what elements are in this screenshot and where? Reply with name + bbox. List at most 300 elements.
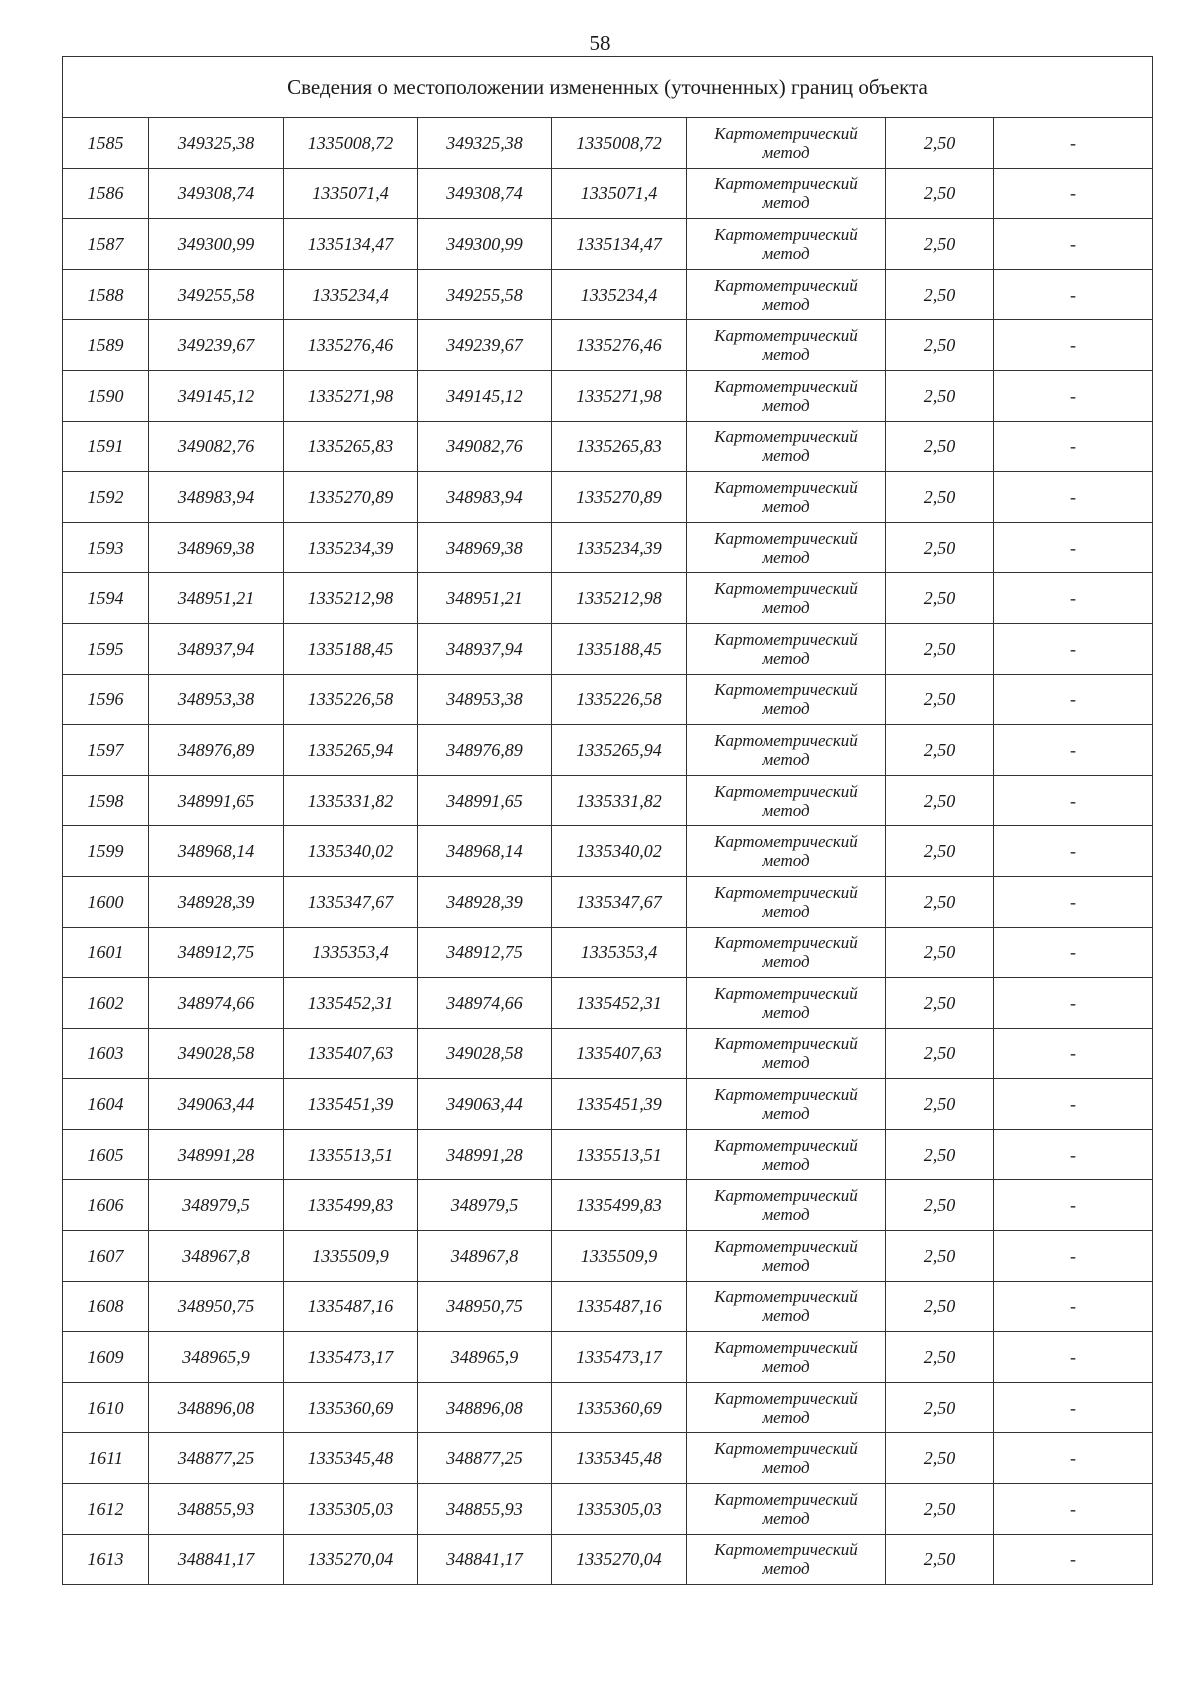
point-number-cell: 1606: [63, 1180, 149, 1231]
accuracy-cell: 2,50: [886, 826, 994, 877]
table-row: [63, 1079, 1153, 1130]
accuracy-cell: 2,50: [886, 1281, 994, 1332]
point-number-cell: 1611: [63, 1433, 149, 1484]
refined-y-cell: 1335188,45: [552, 623, 687, 674]
existing-x-cell: 348928,39: [149, 876, 284, 927]
refined-x-cell: 348965,9: [418, 1332, 552, 1383]
table-row: [63, 927, 1153, 978]
refined-x-cell: 348968,14: [418, 826, 552, 877]
existing-x-cell: 349255,58: [149, 269, 284, 320]
method-cell: [687, 725, 886, 776]
accuracy-cell: 2,50: [886, 978, 994, 1029]
method-cell: [687, 1382, 886, 1433]
accuracy-cell: 2,50: [886, 1534, 994, 1585]
existing-x-cell: 348841,17: [149, 1534, 284, 1585]
table-row: [63, 522, 1153, 573]
refined-x-cell: 348950,75: [418, 1281, 552, 1332]
point-number-cell: 1608: [63, 1281, 149, 1332]
note-cell: -: [994, 1180, 1153, 1231]
note-cell: -: [994, 1231, 1153, 1282]
method-cell: [687, 573, 886, 624]
accuracy-cell: 2,50: [886, 1028, 994, 1079]
point-number-cell: 1593: [63, 522, 149, 573]
method-line-2: метод: [762, 952, 810, 972]
note-cell: -: [994, 1484, 1153, 1535]
note-cell: -: [994, 1332, 1153, 1383]
table-row: [63, 219, 1153, 270]
refined-x-cell: 349028,58: [418, 1028, 552, 1079]
note-cell: -: [994, 1433, 1153, 1484]
note-cell: -: [994, 219, 1153, 270]
boundary-coordinates-table: [62, 56, 1153, 1585]
method-cell: [687, 876, 886, 927]
refined-y-cell: 1335509,9: [552, 1231, 687, 1282]
existing-x-cell: 348937,94: [149, 623, 284, 674]
refined-y-cell: 1335451,39: [552, 1079, 687, 1130]
method-line-2: метод: [762, 598, 810, 618]
existing-y-cell: 1335234,39: [284, 522, 418, 573]
point-number-cell: 1599: [63, 826, 149, 877]
note-cell: -: [994, 1534, 1153, 1585]
method-line-1: Картометрический: [714, 326, 858, 346]
refined-x-cell: 348937,94: [418, 623, 552, 674]
table-row: [63, 421, 1153, 472]
existing-x-cell: 349300,99: [149, 219, 284, 270]
method-cell: [687, 623, 886, 674]
note-cell: -: [994, 1382, 1153, 1433]
method-line-1: Картометрический: [714, 376, 858, 396]
note-cell: -: [994, 1028, 1153, 1079]
method-line-2: метод: [762, 1407, 810, 1427]
method-line-1: Картометрический: [714, 1186, 858, 1206]
accuracy-cell: 2,50: [886, 1433, 994, 1484]
existing-y-cell: 1335265,83: [284, 421, 418, 472]
method-cell: [687, 168, 886, 219]
existing-y-cell: 1335270,04: [284, 1534, 418, 1585]
existing-y-cell: 1335305,03: [284, 1484, 418, 1535]
method-line-2: метод: [762, 648, 810, 668]
refined-y-cell: 1335270,04: [552, 1534, 687, 1585]
existing-y-cell: 1335353,4: [284, 927, 418, 978]
method-cell: [687, 1534, 886, 1585]
page-number: 58: [589, 31, 611, 55]
existing-y-cell: 1335212,98: [284, 573, 418, 624]
accuracy-cell: 2,50: [886, 674, 994, 725]
method-line-2: метод: [762, 1154, 810, 1174]
note-cell: -: [994, 927, 1153, 978]
note-cell: -: [994, 370, 1153, 421]
method-cell: [687, 1028, 886, 1079]
point-number-cell: 1590: [63, 370, 149, 421]
existing-x-cell: 348953,38: [149, 674, 284, 725]
method-line-1: Картометрический: [714, 680, 858, 700]
refined-x-cell: 348855,93: [418, 1484, 552, 1535]
existing-x-cell: 348969,38: [149, 522, 284, 573]
point-number-cell: 1604: [63, 1079, 149, 1130]
method-line-1: Картометрический: [714, 1085, 858, 1105]
method-cell: [687, 1129, 886, 1180]
method-line-1: Картометрический: [714, 1287, 858, 1307]
refined-x-cell: 348896,08: [418, 1382, 552, 1433]
refined-x-cell: 348951,21: [418, 573, 552, 624]
table-row: [63, 269, 1153, 320]
note-cell: -: [994, 876, 1153, 927]
table-row: [63, 775, 1153, 826]
existing-y-cell: 1335345,48: [284, 1433, 418, 1484]
refined-x-cell: 348979,5: [418, 1180, 552, 1231]
method-line-2: метод: [762, 446, 810, 466]
existing-y-cell: 1335499,83: [284, 1180, 418, 1231]
note-cell: -: [994, 168, 1153, 219]
refined-x-cell: 348953,38: [418, 674, 552, 725]
existing-y-cell: 1335188,45: [284, 623, 418, 674]
note-cell: -: [994, 1079, 1153, 1130]
existing-y-cell: 1335340,02: [284, 826, 418, 877]
method-line-2: метод: [762, 395, 810, 415]
boundary-table-frame: [62, 56, 1152, 1585]
refined-y-cell: 1335499,83: [552, 1180, 687, 1231]
refined-x-cell: 349239,67: [418, 320, 552, 371]
method-cell: [687, 826, 886, 877]
note-cell: -: [994, 573, 1153, 624]
refined-x-cell: 348969,38: [418, 522, 552, 573]
method-line-1: Картометрический: [714, 933, 858, 953]
existing-y-cell: 1335008,72: [284, 118, 418, 169]
method-line-2: метод: [762, 901, 810, 921]
method-line-2: метод: [762, 699, 810, 719]
accuracy-cell: 2,50: [886, 219, 994, 270]
accuracy-cell: 2,50: [886, 1180, 994, 1231]
method-line-1: Картометрический: [714, 1489, 858, 1509]
existing-y-cell: 1335234,4: [284, 269, 418, 320]
point-number-cell: 1587: [63, 219, 149, 270]
method-line-2: метод: [762, 142, 810, 162]
table-row: [63, 1534, 1153, 1585]
existing-x-cell: 348896,08: [149, 1382, 284, 1433]
accuracy-cell: 2,50: [886, 876, 994, 927]
existing-y-cell: 1335347,67: [284, 876, 418, 927]
method-line-1: Картометрический: [714, 224, 858, 244]
method-line-2: метод: [762, 345, 810, 365]
refined-x-cell: 348974,66: [418, 978, 552, 1029]
method-cell: [687, 1079, 886, 1130]
note-cell: -: [994, 472, 1153, 523]
table-row: [63, 623, 1153, 674]
refined-y-cell: 1335212,98: [552, 573, 687, 624]
refined-x-cell: 348841,17: [418, 1534, 552, 1585]
table-row: [63, 876, 1153, 927]
method-cell: [687, 927, 886, 978]
method-line-2: метод: [762, 1205, 810, 1225]
point-number-cell: 1585: [63, 118, 149, 169]
existing-x-cell: 348983,94: [149, 472, 284, 523]
existing-x-cell: 348877,25: [149, 1433, 284, 1484]
table-row: [63, 1382, 1153, 1433]
note-cell: -: [994, 1129, 1153, 1180]
method-line-2: метод: [762, 800, 810, 820]
method-cell: [687, 472, 886, 523]
note-cell: -: [994, 826, 1153, 877]
point-number-cell: 1589: [63, 320, 149, 371]
existing-y-cell: 1335226,58: [284, 674, 418, 725]
existing-y-cell: 1335452,31: [284, 978, 418, 1029]
refined-x-cell: 348991,28: [418, 1129, 552, 1180]
table-title: Сведения о местоположении измененных (уточненных) границ объекта: [63, 57, 1153, 118]
existing-y-cell: 1335473,17: [284, 1332, 418, 1383]
accuracy-cell: 2,50: [886, 421, 994, 472]
note-cell: -: [994, 522, 1153, 573]
existing-x-cell: 349325,38: [149, 118, 284, 169]
method-line-2: метод: [762, 1053, 810, 1073]
existing-x-cell: 348965,9: [149, 1332, 284, 1383]
note-cell: -: [994, 421, 1153, 472]
refined-x-cell: 349308,74: [418, 168, 552, 219]
table-row: [63, 1231, 1153, 1282]
point-number-cell: 1594: [63, 573, 149, 624]
refined-x-cell: 349063,44: [418, 1079, 552, 1130]
point-number-cell: 1586: [63, 168, 149, 219]
refined-x-cell: 349255,58: [418, 269, 552, 320]
method-line-1: Картометрический: [714, 1034, 858, 1054]
note-cell: -: [994, 269, 1153, 320]
method-cell: [687, 1231, 886, 1282]
method-line-1: Картометрический: [714, 528, 858, 548]
table-row: [63, 1281, 1153, 1332]
method-cell: [687, 1281, 886, 1332]
existing-x-cell: 348950,75: [149, 1281, 284, 1332]
existing-x-cell: 349028,58: [149, 1028, 284, 1079]
point-number-cell: 1610: [63, 1382, 149, 1433]
refined-x-cell: 348928,39: [418, 876, 552, 927]
accuracy-cell: 2,50: [886, 725, 994, 776]
method-line-2: метод: [762, 193, 810, 213]
method-line-1: Картометрический: [714, 174, 858, 194]
refined-x-cell: 348991,65: [418, 775, 552, 826]
refined-y-cell: 1335513,51: [552, 1129, 687, 1180]
note-cell: -: [994, 623, 1153, 674]
accuracy-cell: 2,50: [886, 118, 994, 169]
note-cell: -: [994, 674, 1153, 725]
method-line-2: метод: [762, 243, 810, 263]
existing-y-cell: 1335451,39: [284, 1079, 418, 1130]
existing-x-cell: 348967,8: [149, 1231, 284, 1282]
existing-x-cell: 348855,93: [149, 1484, 284, 1535]
refined-y-cell: 1335265,94: [552, 725, 687, 776]
note-cell: -: [994, 775, 1153, 826]
point-number-cell: 1609: [63, 1332, 149, 1383]
point-number-cell: 1597: [63, 725, 149, 776]
method-cell: [687, 1433, 886, 1484]
refined-x-cell: 349300,99: [418, 219, 552, 270]
table-row: [63, 1129, 1153, 1180]
refined-y-cell: 1335305,03: [552, 1484, 687, 1535]
note-cell: -: [994, 1281, 1153, 1332]
table-row: [63, 573, 1153, 624]
existing-x-cell: 348974,66: [149, 978, 284, 1029]
point-number-cell: 1607: [63, 1231, 149, 1282]
accuracy-cell: 2,50: [886, 1484, 994, 1535]
existing-x-cell: 348912,75: [149, 927, 284, 978]
method-line-1: Картометрический: [714, 1439, 858, 1459]
table-row: [63, 725, 1153, 776]
accuracy-cell: 2,50: [886, 623, 994, 674]
method-line-1: Картометрический: [714, 1236, 858, 1256]
accuracy-cell: 2,50: [886, 370, 994, 421]
note-cell: -: [994, 978, 1153, 1029]
refined-x-cell: 349082,76: [418, 421, 552, 472]
refined-y-cell: 1335452,31: [552, 978, 687, 1029]
point-number-cell: 1598: [63, 775, 149, 826]
point-number-cell: 1596: [63, 674, 149, 725]
existing-x-cell: 349308,74: [149, 168, 284, 219]
method-cell: [687, 219, 886, 270]
method-line-1: Картометрический: [714, 781, 858, 801]
point-number-cell: 1602: [63, 978, 149, 1029]
existing-x-cell: 349063,44: [149, 1079, 284, 1130]
method-line-1: Картометрический: [714, 882, 858, 902]
method-line-2: метод: [762, 851, 810, 871]
accuracy-cell: 2,50: [886, 1231, 994, 1282]
refined-y-cell: 1335347,67: [552, 876, 687, 927]
existing-y-cell: 1335270,89: [284, 472, 418, 523]
existing-x-cell: 348979,5: [149, 1180, 284, 1231]
accuracy-cell: 2,50: [886, 775, 994, 826]
refined-x-cell: 349325,38: [418, 118, 552, 169]
method-line-2: метод: [762, 547, 810, 567]
point-number-cell: 1595: [63, 623, 149, 674]
method-line-2: метод: [762, 1357, 810, 1377]
point-number-cell: 1592: [63, 472, 149, 523]
table-row: [63, 1433, 1153, 1484]
note-cell: -: [994, 118, 1153, 169]
method-line-2: метод: [762, 1002, 810, 1022]
method-cell: [687, 421, 886, 472]
method-line-1: Картометрический: [714, 1540, 858, 1560]
refined-y-cell: 1335270,89: [552, 472, 687, 523]
refined-x-cell: 348976,89: [418, 725, 552, 776]
point-number-cell: 1600: [63, 876, 149, 927]
method-line-1: Картометрический: [714, 730, 858, 750]
method-line-2: метод: [762, 496, 810, 516]
point-number-cell: 1591: [63, 421, 149, 472]
refined-y-cell: 1335340,02: [552, 826, 687, 877]
refined-y-cell: 1335234,4: [552, 269, 687, 320]
refined-y-cell: 1335134,47: [552, 219, 687, 270]
table-title-row: [63, 57, 1153, 118]
existing-y-cell: 1335134,47: [284, 219, 418, 270]
method-line-1: Картометрический: [714, 832, 858, 852]
existing-x-cell: 348951,21: [149, 573, 284, 624]
accuracy-cell: 2,50: [886, 1129, 994, 1180]
existing-x-cell: 349145,12: [149, 370, 284, 421]
method-line-1: Картометрический: [714, 123, 858, 143]
existing-y-cell: 1335407,63: [284, 1028, 418, 1079]
method-line-1: Картометрический: [714, 275, 858, 295]
refined-y-cell: 1335008,72: [552, 118, 687, 169]
table-row: [63, 1484, 1153, 1535]
existing-y-cell: 1335509,9: [284, 1231, 418, 1282]
refined-y-cell: 1335331,82: [552, 775, 687, 826]
method-cell: [687, 978, 886, 1029]
point-number-cell: 1613: [63, 1534, 149, 1585]
method-line-2: метод: [762, 1104, 810, 1124]
table-row: [63, 1028, 1153, 1079]
point-number-cell: 1605: [63, 1129, 149, 1180]
refined-y-cell: 1335271,98: [552, 370, 687, 421]
method-cell: [687, 269, 886, 320]
existing-y-cell: 1335487,16: [284, 1281, 418, 1332]
table-row: [63, 1332, 1153, 1383]
accuracy-cell: 2,50: [886, 1382, 994, 1433]
refined-y-cell: 1335353,4: [552, 927, 687, 978]
method-line-1: Картометрический: [714, 477, 858, 497]
accuracy-cell: 2,50: [886, 1332, 994, 1383]
method-line-1: Картометрический: [714, 579, 858, 599]
accuracy-cell: 2,50: [886, 522, 994, 573]
refined-x-cell: 348983,94: [418, 472, 552, 523]
accuracy-cell: 2,50: [886, 927, 994, 978]
refined-y-cell: 1335265,83: [552, 421, 687, 472]
table-row: [63, 674, 1153, 725]
existing-x-cell: 348991,65: [149, 775, 284, 826]
point-number-cell: 1588: [63, 269, 149, 320]
refined-x-cell: 348877,25: [418, 1433, 552, 1484]
method-line-2: метод: [762, 1559, 810, 1579]
point-number-cell: 1612: [63, 1484, 149, 1535]
existing-y-cell: 1335265,94: [284, 725, 418, 776]
method-line-2: метод: [762, 1508, 810, 1528]
method-cell: [687, 674, 886, 725]
existing-y-cell: 1335271,98: [284, 370, 418, 421]
existing-y-cell: 1335276,46: [284, 320, 418, 371]
table-row: [63, 978, 1153, 1029]
accuracy-cell: 2,50: [886, 320, 994, 371]
existing-x-cell: 348991,28: [149, 1129, 284, 1180]
refined-y-cell: 1335360,69: [552, 1382, 687, 1433]
existing-x-cell: 348976,89: [149, 725, 284, 776]
existing-x-cell: 349082,76: [149, 421, 284, 472]
method-cell: [687, 118, 886, 169]
refined-x-cell: 348912,75: [418, 927, 552, 978]
method-line-1: Картометрический: [714, 1388, 858, 1408]
table-row: [63, 1180, 1153, 1231]
refined-x-cell: 349145,12: [418, 370, 552, 421]
accuracy-cell: 2,50: [886, 168, 994, 219]
refined-y-cell: 1335226,58: [552, 674, 687, 725]
point-number-cell: 1603: [63, 1028, 149, 1079]
existing-x-cell: 348968,14: [149, 826, 284, 877]
table-row: [63, 370, 1153, 421]
point-number-cell: 1601: [63, 927, 149, 978]
method-line-2: метод: [762, 749, 810, 769]
method-line-1: Картометрический: [714, 983, 858, 1003]
method-line-1: Картометрический: [714, 427, 858, 447]
method-line-2: метод: [762, 1255, 810, 1275]
method-cell: [687, 320, 886, 371]
note-cell: -: [994, 320, 1153, 371]
existing-x-cell: 349239,67: [149, 320, 284, 371]
accuracy-cell: 2,50: [886, 1079, 994, 1130]
method-line-2: метод: [762, 294, 810, 314]
table-row: [63, 168, 1153, 219]
table-row: [63, 118, 1153, 169]
method-cell: [687, 522, 886, 573]
refined-y-cell: 1335345,48: [552, 1433, 687, 1484]
method-cell: [687, 775, 886, 826]
refined-y-cell: 1335071,4: [552, 168, 687, 219]
method-line-1: Картометрический: [714, 1135, 858, 1155]
method-line-1: Картометрический: [714, 1338, 858, 1358]
